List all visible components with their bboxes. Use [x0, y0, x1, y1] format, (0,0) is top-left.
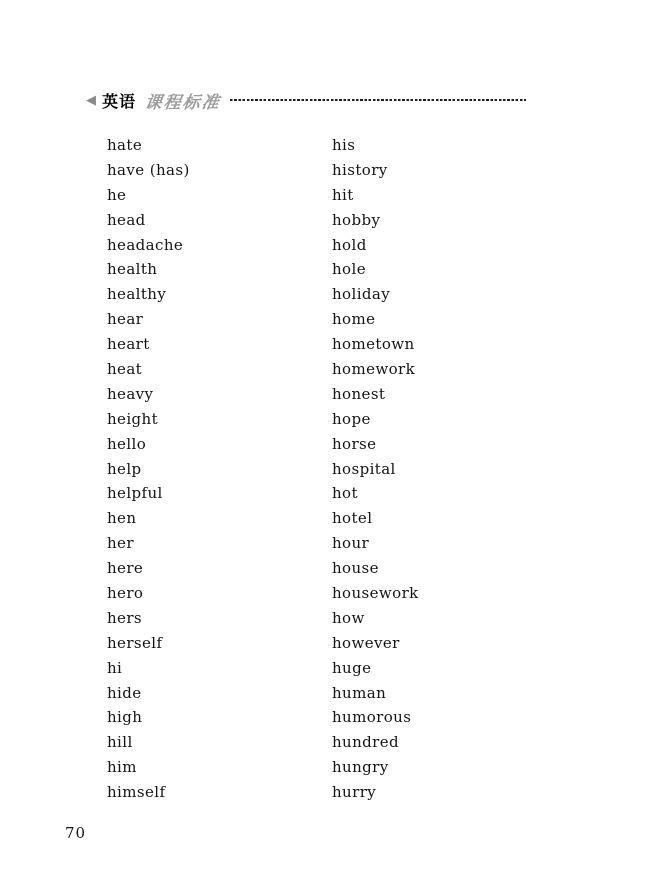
word-item: humorous	[332, 708, 412, 727]
word-item: have (has)	[107, 160, 190, 179]
word-item: hurry	[332, 783, 377, 802]
word-item: hill	[107, 733, 133, 752]
word-item: height	[107, 409, 159, 428]
left-triangle-icon: ◀	[86, 92, 96, 108]
word-item: healthy	[107, 285, 167, 304]
word-item: here	[107, 559, 144, 578]
word-item: he	[107, 185, 127, 204]
word-item: housework	[332, 584, 419, 603]
header-book-title: 课程标准	[143, 92, 223, 113]
word-item: headache	[107, 235, 184, 254]
page-header	[86, 90, 526, 113]
word-item: hospital	[332, 459, 396, 478]
word-item: history	[332, 160, 388, 179]
word-item: homework	[332, 360, 416, 379]
word-item: holiday	[332, 285, 391, 304]
word-item: heavy	[107, 384, 154, 403]
word-item: himself	[107, 783, 166, 802]
word-item: hole	[332, 260, 366, 279]
word-item: head	[107, 210, 146, 229]
word-item: hundred	[332, 733, 400, 752]
word-item: hobby	[332, 210, 381, 229]
word-item: hour	[332, 534, 370, 553]
word-item: hero	[107, 584, 144, 603]
header-series-title: 英语	[102, 91, 137, 111]
word-item: her	[107, 534, 134, 553]
word-item: health	[107, 260, 158, 279]
word-item: horse	[332, 434, 377, 453]
word-column-right	[332, 133, 419, 805]
word-item: house	[332, 559, 379, 578]
word-item: high	[107, 708, 143, 727]
word-item: hers	[107, 608, 143, 627]
word-item: hide	[107, 683, 142, 702]
page-number: 70	[65, 824, 87, 842]
word-item: hometown	[332, 335, 415, 354]
word-item: hit	[332, 185, 354, 204]
word-item: hold	[332, 235, 367, 254]
word-item: him	[107, 758, 137, 777]
word-item: how	[332, 608, 365, 627]
word-item: human	[332, 683, 387, 702]
word-item: huge	[332, 658, 372, 677]
word-item: hotel	[332, 509, 373, 528]
word-item: hi	[107, 658, 123, 677]
word-item: hen	[107, 509, 137, 528]
word-item: herself	[107, 633, 163, 652]
word-item: hear	[107, 310, 144, 329]
word-item: however	[332, 633, 400, 652]
word-item: hot	[332, 484, 358, 503]
word-item: hate	[107, 136, 143, 154]
word-column-left	[107, 133, 190, 805]
word-item: hope	[332, 409, 371, 428]
word-item: heat	[107, 360, 143, 379]
word-item: helpful	[107, 484, 163, 503]
header-dotted-line	[230, 99, 526, 101]
word-item: hello	[107, 434, 147, 453]
word-item: home	[332, 310, 376, 329]
word-item: honest	[332, 384, 386, 403]
word-item: heart	[107, 335, 150, 354]
word-item: hungry	[332, 758, 389, 777]
word-item: his	[332, 136, 356, 154]
word-item: help	[107, 459, 142, 478]
